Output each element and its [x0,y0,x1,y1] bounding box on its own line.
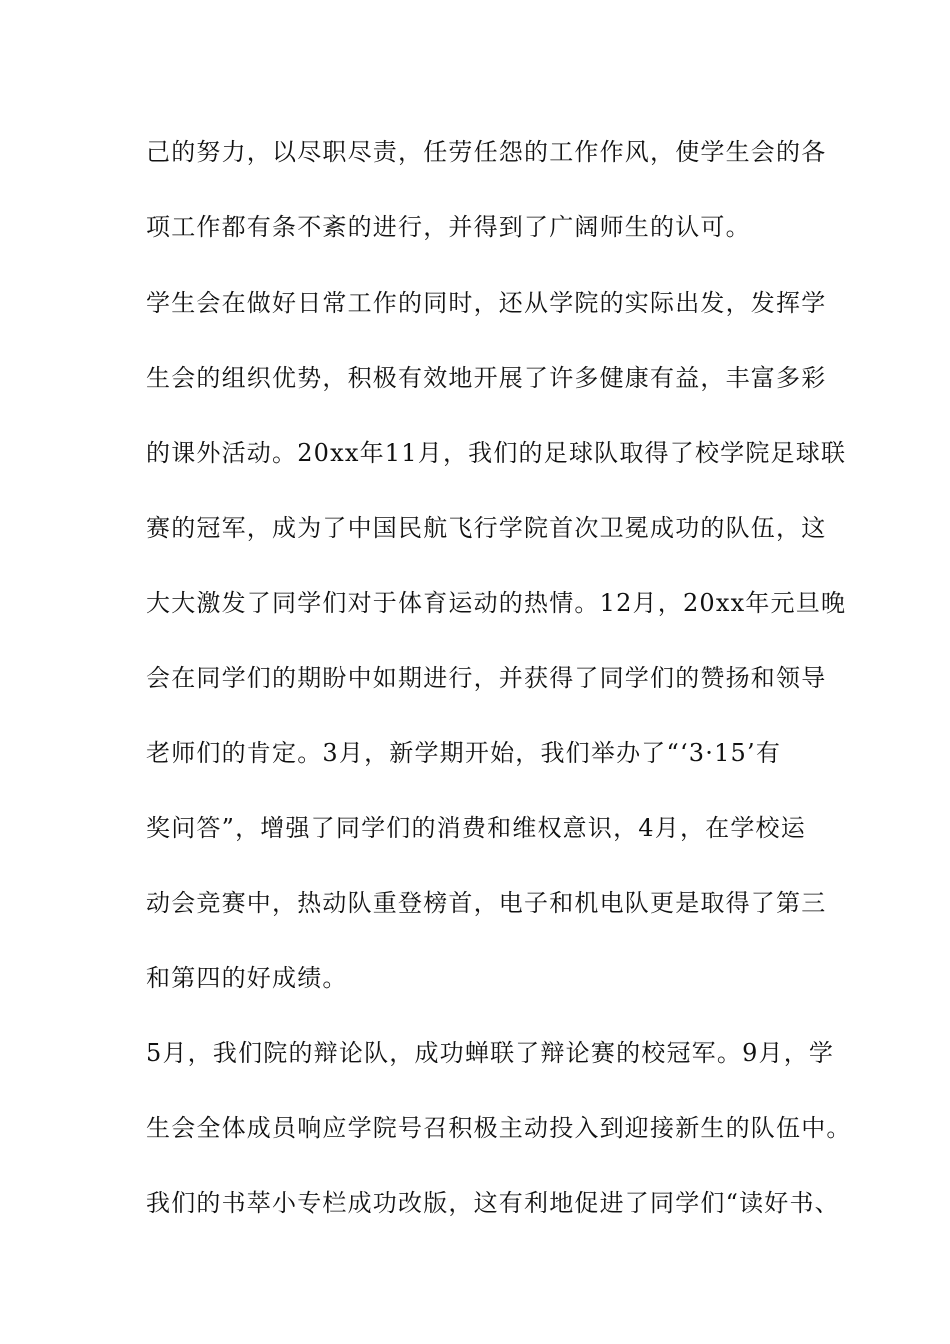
text-line: 生会的组织优势，积极有效地开展了许多健康有益，丰富多彩 [146,364,827,392]
text-line: 动会竞赛中，热动队重登榜首，电子和机电队更是取得了第三 [146,889,827,917]
text-line: 的课外活动。20xx年11月，我们的足球队取得了校学院足球联 [146,439,847,467]
text-line: 奖问答”，增强了同学们的消费和维权意识，4月，在学校运 [146,814,806,842]
text-line: 和第四的好成绩。 [146,964,348,992]
text-line: 大大激发了同学们对于体育运动的热情。12月，20xx年元旦晚 [146,589,847,617]
text-line: 学生会在做好日常工作的同时，还从学院的实际出发，发挥学 [146,289,827,317]
text-line: 会在同学们的期盼中如期进行，并获得了同学们的赞扬和领导 [146,664,827,692]
text-line: 老师们的肯定。3月，新学期开始，我们举办了“‘3·15’有 [146,739,782,767]
text-line: 5月，我们院的辩论队，成功蝉联了辩论赛的校冠军。9月，学 [146,1039,835,1067]
text-line: 生会全体成员响应学院号召积极主动投入到迎接新生的队伍中。 [146,1114,852,1142]
text-line: 项工作都有条不紊的进行，并得到了广阔师生的认可。 [146,213,751,241]
text-line: 赛的冠军，成为了中国民航飞行学院首次卫冕成功的队伍，这 [146,514,827,542]
text-line: 我们的书萃小专栏成功改版，这有利地促进了同学们“读好书、 [146,1189,840,1217]
text-line: 己的努力，以尽职尽责，任劳任怨的工作作风，使学生会的各 [146,138,827,166]
